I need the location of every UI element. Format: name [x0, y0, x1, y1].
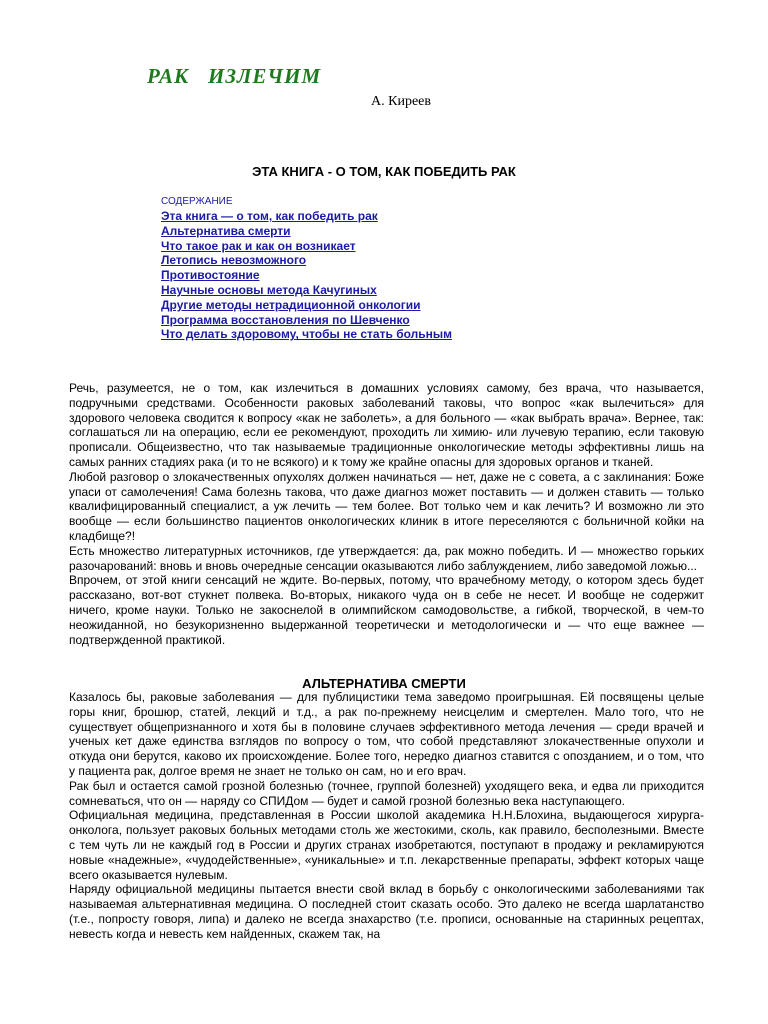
section-heading: АЛЬТЕРНАТИВА СМЕРТИ	[302, 676, 466, 691]
toc-item	[161, 283, 452, 298]
toc-item	[161, 268, 452, 283]
toc-list	[161, 209, 452, 342]
paragraph: Официальная медицина, представленная в России школой академика Н.Н.Блохина, выдающегося хирурга-онколога, пользует раковых больных методами столь же жестокими, сколь, как правило, бесполезными. Вместе с тем чуть ли не каждый год в России и других странах изобретаются, поступают в продажу и рекламируются новые «надежные», «чудодейственные», «уникальные» и т.п. лекарственные препараты, эффект которых чаще всего оказывается нулевым.	[69, 808, 704, 882]
toc-item	[161, 327, 452, 342]
toc-link-recovery-program[interactable]: Программа восстановления по Шевченко	[161, 312, 410, 327]
toc-item	[161, 209, 452, 224]
toc-link-what-is-cancer[interactable]: Что такое рак и как он возникает	[161, 238, 356, 253]
paragraph: Рак был и остается самой грозной болезнью (точнее, группой болезней) уходящего века, и едва ли приходится сомневаться, что он — наряду со СПИДом — будет и самой грозной болезнью века наступающего.	[69, 778, 704, 808]
toc-item	[161, 313, 452, 328]
toc-item	[161, 298, 452, 313]
intro-text	[69, 381, 704, 647]
toc-label: СОДЕРЖАНИЕ	[161, 196, 233, 207]
author-name: А. Киреев	[371, 94, 431, 109]
paragraph: Казалось бы, раковые заболевания — для публицистики тема заведомо проигрышная. Ей посвящены целые горы книг, брошюр, статей, лекций и т.д., а рак по-прежнему неисцелим и смертелен. Мало того, что не существует общепризнанного и хотя бы в половине случаев эффективного метода лечения — среди врачей и ученых кет даже единства взглядов по вопросу о том, что собой представляют злокачественные опухоли и откуда они берутся, каково их происхождение. Более того, нередко диагноз ставится с опозданием, и о том, что у пациента рак, долгое время не знает не только он сам, но и его врач.	[69, 690, 704, 778]
toc-link-other-methods[interactable]: Другие методы нетрадиционной онкологии	[161, 297, 421, 312]
paragraph: Речь, разумеется, не о том, как излечиться в домашних условиях самому, без врача, что называется, подручными средствами. Особенности раковых заболеваний таковы, что вопрос «как вылечиться» для здорового человека сводится к вопросу «как не заболеть», а для больного — «как выбрать врача». Вернее, так: соглашаться ли на операцию, если ее рекомендуют, проходить ли химию- или лучевую терапию, если таковую прописали. Общеизвестно, что так называемые традиционные онкологические методы эффективны лишь на самых ранних стадиях рака (и то не всякого) и к тому же крайне опасны для здоровых органов и тканей.	[69, 381, 704, 469]
section-text	[69, 690, 704, 942]
table-of-contents	[161, 195, 452, 342]
toc-item	[161, 224, 452, 239]
paragraph: Впрочем, от этой книги сенсаций не ждите. Во-первых, потому, что врачебному методу, о котором здесь будет рассказано, вот-вот стукнет полвека. Во-вторых, никакого чуда он в себе не несет. И вообще не содержит ничего, кроме науки. Только не закоснелой в олимпийском самодовольстве, а гибкой, творческой, в чем-то неожиданной, но безукоризненно выдержанной теоретически и методологически и — что еще важнее — подтвержденной практикой.	[69, 573, 704, 647]
toc-link-scientific-basis[interactable]: Научные основы метода Качугиных	[161, 282, 377, 297]
paragraph: Есть множество литературных источников, где утверждается: да, рак можно победить. И — множество горьких разочарований: вновь и вновь очередные сенсации оказываются либо заблуждением, либо заведомой ложью...	[69, 543, 704, 573]
book-title: РАК ИЗЛЕЧИМ	[147, 64, 322, 88]
toc-link-confrontation[interactable]: Противостояние	[161, 268, 260, 283]
toc-link-alternative[interactable]: Альтернатива смерти	[161, 223, 291, 238]
toc-item	[161, 239, 452, 254]
paragraph: Любой разговор о злокачественных опухолях должен начинаться — нет, даже не с совета, а с заклинания: Боже упаси от самолечения! Сама болезнь такова, что даже диагноз может поставить — и должен ставить — только квалифицированный специалист, а уж лечить — тем более. Вот только чем и как лечить? И возможно ли это вообще — если большинство пациентов онкологических клиник в итоге переселяются с больничной койки на кладбище?!	[69, 469, 704, 543]
toc-link-stay-healthy[interactable]: Что делать здоровому, чтобы не стать больным	[161, 327, 453, 342]
main-heading: ЭТА КНИГА - О ТОМ, КАК ПОБЕДИТЬ РАК	[252, 164, 516, 179]
toc-item	[161, 253, 452, 268]
paragraph: Наряду официальной медицины пытается внести свой вклад в борьбу с онкологическими заболеваниями так называемая альтернативная медицина. О последней стоит сказать особо. Это далеко не всегда шарлатанство (т.е., попросту говоря, липа) и далеко не всегда знахарство (т.е. прописи, основанные на старинных рецептах, невесть когда и невесть кем найденных, скажем так, на	[69, 882, 704, 941]
toc-link-this-book[interactable]: Эта книга — о том, как победить рак	[161, 209, 378, 223]
toc-link-chronicle[interactable]: Летопись невозможного	[161, 253, 307, 268]
